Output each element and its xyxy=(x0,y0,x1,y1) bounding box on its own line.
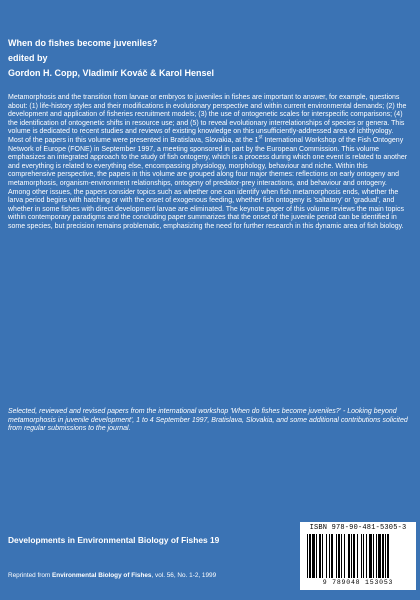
barcode-bar xyxy=(312,534,315,578)
abstract-part-1: Metamorphosis and the transition from larvae or embryos to juveniles in fishes are important to answer, for example, questions about: (1) life-history styles and their modifications in evolutionary perspective and within current environmental demands; (2) the development and application of fisheries recruitment models; (3) the use of ontogenetic scales for interspecific comparisons; (4) the identification of ontogenetic shifts in resource use; and (5) to reveal evolutionary interrelationships of species or genera. This volume is dedicated to recent studies and reviews of existing knowledge on this unsufficiently-addressed area of ichthyology. Most of the papers in this volume were presented in Bratislava, Slovakia, at the 1 xyxy=(8,94,407,144)
barcode-bar xyxy=(344,534,345,578)
barcode-bar xyxy=(376,534,377,578)
barcode-bar xyxy=(319,534,321,578)
barcode-bar xyxy=(363,534,364,578)
barcode-bar xyxy=(338,534,340,578)
barcode-bar xyxy=(329,534,330,578)
workshop-note: Selected, reviewed and revised papers from the international workshop 'When do fishes become juveniles?' - Looking beyond metamorphosis in juvenile development', 1 to 4 September 1997, Bratislava, Slovakia, and some additional contributions solicited from regular submissions to the journal. xyxy=(8,408,408,433)
barcode-bar xyxy=(378,534,381,578)
barcode-bar xyxy=(348,534,350,578)
barcode-bar xyxy=(387,534,389,578)
editors: Gordon H. Copp, Vladimír Kováč & Karol Hensel xyxy=(8,68,215,78)
reprint-journal: Environmental Biology of Fishes xyxy=(52,572,152,579)
edited-by-label: edited by xyxy=(8,53,48,63)
reprint-suffix: , vol. 56, No. 1-2, 1999 xyxy=(151,572,217,579)
abstract xyxy=(8,94,410,232)
abstract-part-2: International Workshop of the Fish Ontogeny Network of Europe (FONE) in September 1997, a meeting sponsored in part by the European Commission. This volume emphasizes an integrated approach to the study of fish ontogeny, which is a process during which one event is related to another and everything is related to everything else, encompassing physiology, morphology, behaviour and niche. Within this comprehensive perspective, the papers in this volume are grouped along four major themes: reflections on early ontogeny and metamorphosis, organism-environment relationships, ontogeny of predator-prey interactions, and behaviour and ontogeny. Among other issues, the papers consider topics such as whether one can identify when fish metamorphosis ends, whether the larva period begins with hatching or with the onset of exogenous feeding, whether fish ontogeny is 'saltatory' or 'gradual', and whether in some fishes with direct development larvae are eliminated. The keynote paper of this volume reviews the main topics within contemporary paradigms and the concluding paper summarizes that the onset of the juvenile period can be identified in some species, but precision remains problematic, emphasizing the need for further research in this dynamic area of fish biology. xyxy=(8,136,408,230)
barcode-bar xyxy=(373,534,374,578)
barcode-bar xyxy=(385,534,386,578)
barcode-bar xyxy=(353,534,355,578)
barcode-bar xyxy=(331,534,333,578)
barcode-bar xyxy=(326,534,327,578)
book-title: When do fishes become juveniles? xyxy=(8,38,158,48)
barcode-bar xyxy=(316,534,317,578)
barcode-bar xyxy=(366,534,367,578)
barcode-bar xyxy=(361,534,362,578)
barcode-bar xyxy=(322,534,323,578)
barcode-bar xyxy=(382,534,384,578)
barcode-bar xyxy=(357,534,358,578)
barcode-bar xyxy=(351,534,352,578)
reprint-prefix: Reprinted from xyxy=(8,572,53,579)
ean-number: 9 789048 153053 xyxy=(322,579,394,586)
abstract-ordinal: st xyxy=(258,134,263,141)
barcode-bar xyxy=(309,534,311,578)
barcode-bar xyxy=(307,534,308,578)
barcode-icon xyxy=(306,534,410,578)
series-title: Developments in Environmental Biology of Fishes 19 xyxy=(8,535,220,545)
isbn-number: ISBN 978-90-481-5305-3 xyxy=(309,524,407,532)
reprint-line xyxy=(8,572,216,579)
barcode-label xyxy=(300,522,416,590)
barcode-bar xyxy=(341,534,342,578)
barcode-bar xyxy=(369,534,372,578)
barcode-bar xyxy=(336,534,337,578)
